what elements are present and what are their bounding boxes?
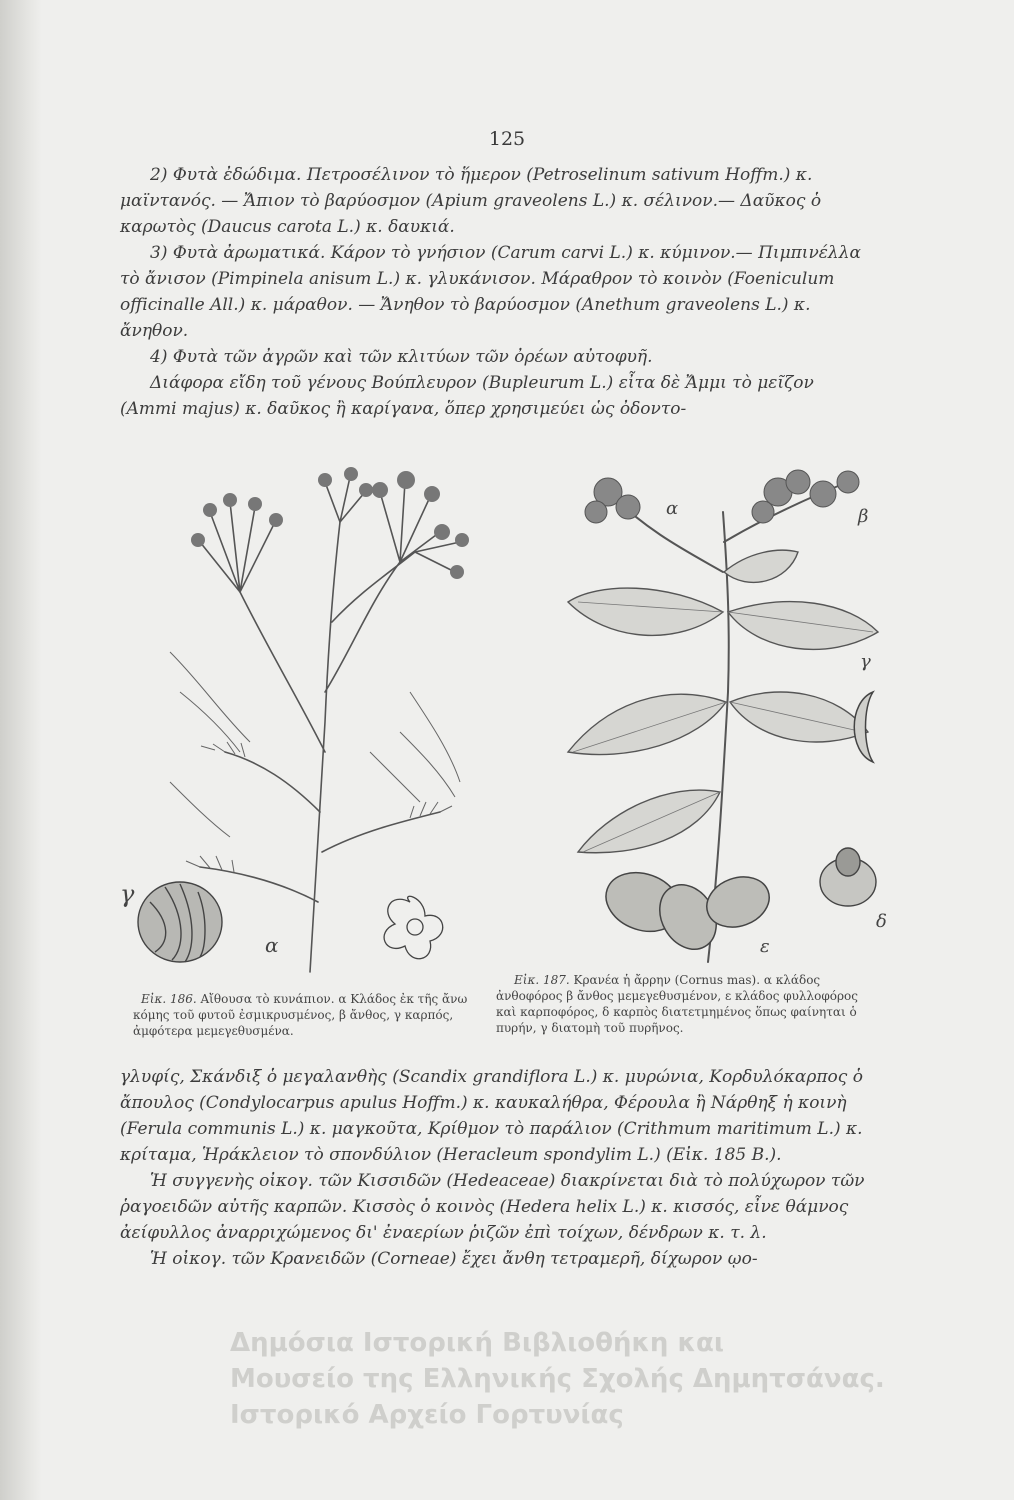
caption-label: Εἰκ. 186. — [141, 992, 197, 1006]
paragraph: 3) Φυτὰ ἀρωματικά. Κάρον τὸ γνήσιον (Carum carvi L.) κ. κύμινον.— Πιμπινέλλα τὸ ἄνισον (Pimpinela anisum L.) κ. γλυκάνισον. Μάραθρον τὸ κοινὸν (Foeniculum officinalle All.) κ. μάραθον. — Ἄνηθον τὸ βαρύοσμον (Anethum graveolens L.) κ. ἄνηθον. — [120, 243, 861, 341]
paragraph: 2) Φυτὰ ἐδώδιμα. Πετροσέλινον τὸ ἥμερον (Petroselinum sativum Hoffm.) κ. μαϊντανός. — Ἄπιον τὸ βαρύοσμον (Apium graveolens L.) κ. σέλινον.— Δαῦκος ὁ καρωτὸς (Daucus carota L.) κ. δαυκιά. — [120, 165, 822, 237]
paragraph: 4) Φυτὰ τῶν ἀγρῶν καὶ τῶν κλιτύων τῶν ὀρέων αὐτοφυῆ. — [150, 347, 653, 367]
top-text-block — [120, 162, 875, 422]
watermark-line: Ιστορικό Αρχείο Γορτυνίας — [230, 1400, 624, 1430]
watermark-line: Δημόσια Ιστορική Βιβλιοθήκη και — [230, 1328, 724, 1358]
caption-text: Κρανέα ἡ ἄρρην (Cornus mas). α κλάδος ἀνθοφόρος β ἄνθος μεμεγεθυσμένον, ε κλάδος φυλλοφόρος καὶ καρποφόρος, δ καρπὸς διατετμημένος ὅπως φαίνηται ὁ πυρήν, γ διατομὴ τοῦ πυρῆνος. — [496, 973, 858, 1035]
paragraph: Διάφορα εἴδη τοῦ γένους Βούπλευρον (Bupleurum L.) εἶτα δὲ Ἄμμι τὸ μεῖζον (Ammi majus) κ. δαῦκος ἢ καρίγανα, ὅπερ χρησιμεύει ὡς ὀδοντο- — [120, 373, 814, 419]
page-number: 125 — [488, 128, 526, 150]
figure-letter: δ — [876, 911, 887, 932]
figure-187-caption — [496, 972, 872, 1036]
page-spine-shadow — [0, 0, 42, 1500]
caption-text: Αἴθουσα τὸ κυνάπιον. α Κλάδος ἐκ τῆς ἄνω κόμης τοῦ φυτοῦ ἐσμικρυσμένος, β ἄνθος, γ καρπός, ἀμφότερα μεμεγεθυσμένα. — [133, 992, 468, 1038]
caption-label: Εἰκ. 187. — [514, 973, 570, 987]
figure-187-illustration — [548, 452, 898, 968]
figure-letter: ε — [760, 936, 770, 957]
paragraph: Ἡ οἰκογ. τῶν Κρανειδῶν (Corneae) ἔχει ἄνθη τετραμερῆ, δίχωρον ῳο- — [150, 1249, 758, 1269]
watermark-line: Μουσείο της Ελληνικής Σχολής Δημητσάνας. — [230, 1364, 885, 1394]
figure-186-illustration — [110, 452, 495, 980]
figure-letter: γ — [120, 880, 135, 908]
aethusa-plant-drawing — [110, 452, 495, 980]
figure-186-caption — [133, 991, 495, 1039]
bottom-text-block — [120, 1064, 875, 1272]
paragraph: γλυφίς, Σκάνδιξ ὁ μεγαλανθὴς (Scandix grandiflora L.) κ. μυρώνια, Κορδυλόκαρπος ὁ ἄπουλος (Condylocarpus apulus Hoffm.) κ. καυκαλήθρα, Φέρουλα ἢ Νάρθηξ ἡ κοινὴ (Ferula communis L.) κ. μαγκοῦτα, Κρίθμον τὸ παράλιον (Crithmum maritimum L.) κ. κρίταμα, Ἡράκλειον τὸ σπονδύλιον (Heracleum spondylim L.) (Εἰκ. 185 Β.). — [120, 1067, 863, 1165]
figure-letter: α — [265, 933, 279, 957]
paragraph: Ἡ συγγενὴς οἰκογ. τῶν Κισσιδῶν (Hedeaceae) διακρίνεται διὰ τὸ πολύχωρον τῶν ῥαγοειδῶν αὐτῆς καρπῶν. Κισσὸς ὁ κοινὸς (Hedera helix L.) κ. κισσός, εἶνε θάμνος ἀείφυλλος ἀναρριχώμενος δι' ἐναερίων ῥιζῶν ἐπὶ τοίχων, δένδρων κ. τ. λ. — [120, 1171, 865, 1243]
figure-letter: γ — [860, 651, 871, 672]
figure-letter: β — [858, 506, 869, 527]
cornus-plant-drawing — [548, 452, 898, 968]
library-watermark — [230, 1325, 990, 1433]
figure-letter: α — [666, 498, 679, 519]
